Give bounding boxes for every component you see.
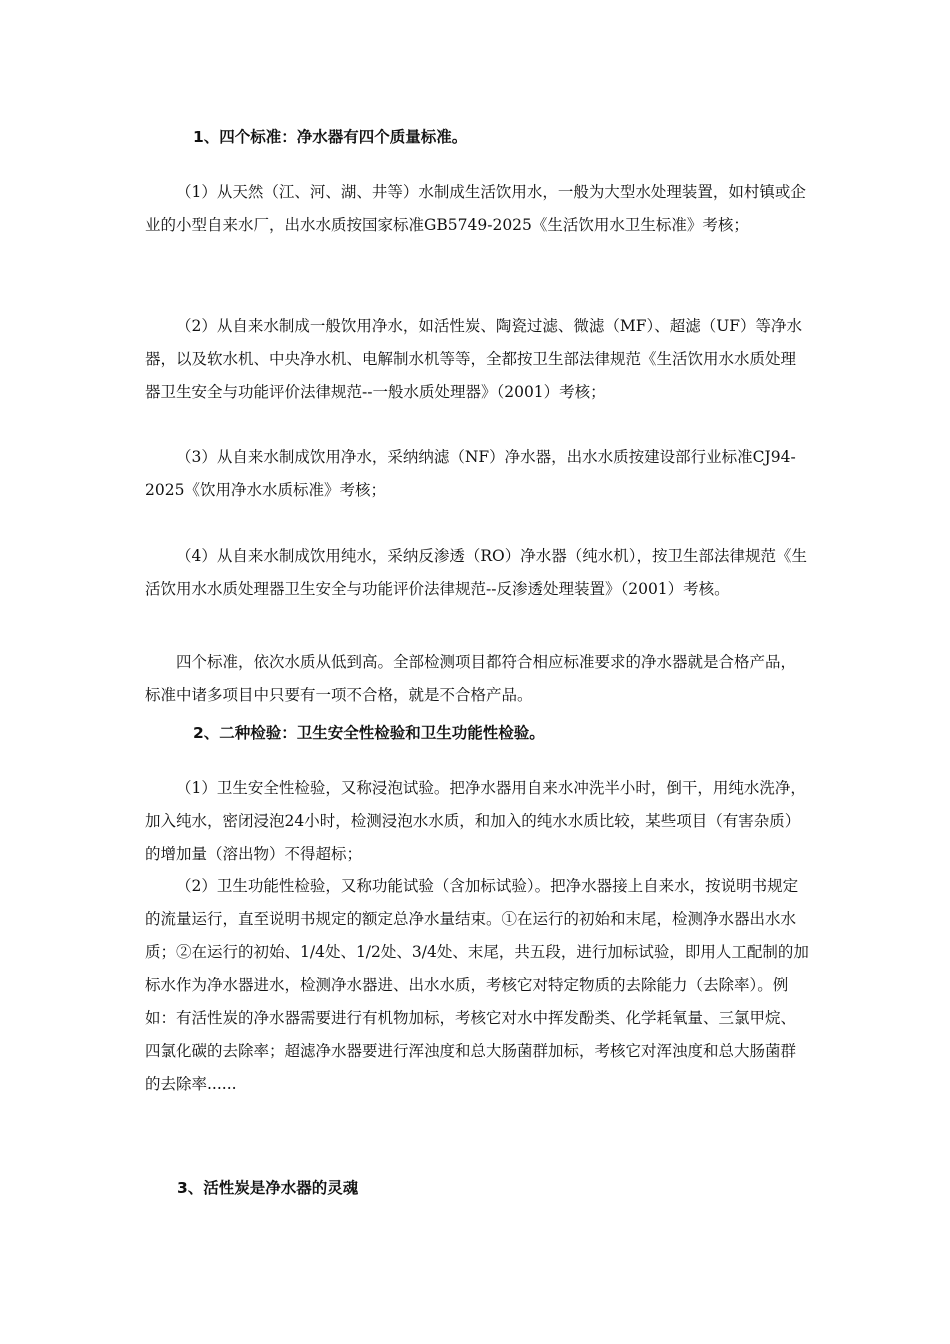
paragraph-standard-2: （2）从自来水制成一般饮用净水，如活性炭、陶瓷过滤、微滤（MF）、超滤（UF）等净水器，以及软水机、中央净水机、电解制水机等等，全都按卫生部法律规范《生活饮用水水质处理器卫生安全与功能评价法律规范--一般水质处理器》（2001）考核； (145, 317, 803, 401)
paragraph-standard-4: （4）从自来水制成饮用纯水，采纳反渗透（RO）净水器（纯水机），按卫生部法律规范《生活饮用水水质处理器卫生安全与功能评价法律规范--反渗透处理装置》（2001）考核。 (145, 547, 807, 598)
paragraph-standard-3: （3）从自来水制成饮用净水，采纳纳滤（NF）净水器，出水水质按建设部行业标准CJ94-2025《饮用净水水质标准》考核； (145, 448, 796, 499)
paragraph-standards-summary: 四个标准，依次水质从低到高。全部检测项目都符合相应标准要求的净水器就是合格产品，标准中诸多项目中只要有一项不合格，就是不合格产品。 (145, 653, 797, 704)
paragraph-safety-inspection: （1）卫生安全性检验，又称浸泡试验。把净水器用自来水冲洗半小时，倒干，用纯水洗净，加入纯水，密闭浸泡24小时，检测浸泡水水质，和加入的纯水水质比较，某些项目（有害杂质）的增加量（溶出物）不得超标； (145, 779, 806, 863)
paragraph-function-inspection: （2）卫生功能性检验，又称功能试验（含加标试验）。把净水器接上自来水，按说明书规定的流量运行，直至说明书规定的额定总净水量结束。①在运行的初始和末尾，检测净水器出水水质；②在运行的初始、1/4处、1/2处、3/4处、末尾，共五段，进行加标试验，即用人工配制的加标水作为净水器进水，检测净水器进、出水水质，考核它对特定物质的去除能力（去除率）。例如：有活性炭的净水器需要进行有机物加标，考核它对水中挥发酚类、化学耗氧量、三氯甲烷、四氯化碳的去除率；超滤净水器要进行浑浊度和总大肠菌群加标，考核它对浑浊度和总大肠菌群的去除率...... (145, 877, 809, 1093)
paragraph-standard-1: （1）从天然（江、河、湖、井等）水制成生活饮用水，一般为大型水处理装置，如村镇或企业的小型自来水厂，出水水质按国家标准GB5749-2025《生活饮用水卫生标准》考核； (145, 183, 806, 234)
section-heading-standards: 1、四个标准：净水器有四个质量标准。 (193, 128, 468, 146)
section-heading-activated-carbon: 3、活性炭是净水器的灵魂 (177, 1179, 359, 1197)
section-heading-inspections: 2、二种检验：卫生安全性检验和卫生功能性检验。 (193, 724, 545, 742)
